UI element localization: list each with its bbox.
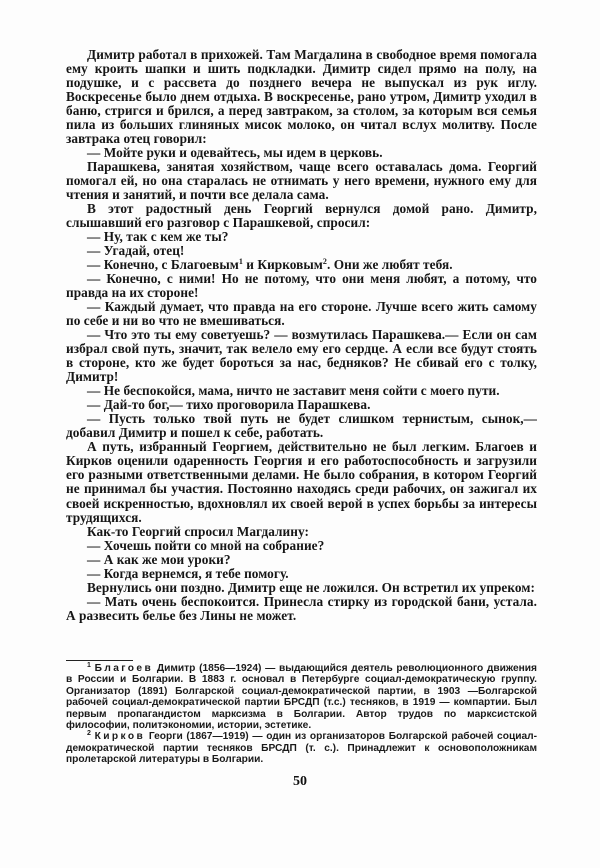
footnote-name: Благоев [94,663,154,674]
paragraph: В этот радостный день Георгий вернулся домой рано. Димитр, слышавший его разговор с Парашкевой, спросил: [66,201,537,231]
paragraph: — Конечно, с ними! Но не потому, что они меня любят, а потому, что правда на их стороне! [66,271,537,301]
text-segment: — Конечно, с Благоевым [87,257,239,273]
text-segment: и Кирковым [242,257,323,273]
footnotes [66,663,537,766]
footnote-ref-1[interactable]: 1 [238,257,243,267]
footnote-name: Кирков [94,731,146,743]
paragraph: — А как же мои уроки? [87,551,231,567]
footnote-marker: 1 [87,662,91,669]
footnote-text: Георги (1867—1919) — один из организаторов Болгарской рабочей социал-демократической партии тесняков БРСДП (т. с.). Принадлежит к основоположникам пролетарской литературы в Болгарии. [66,731,537,766]
paragraph: — Каждый думает, что правда на его стороне. Лучше всего жить самому по себе и ни во что не вмешиваться. [66,299,537,329]
paragraph: — Хочешь пойти со мной на собрание? [87,537,325,553]
paragraph: Вернулись они поздно. Димитр еще не ложился. Он встретил их упреком: [87,579,535,595]
paragraph: Димитр работал в прихожей. Там Магдалина в свободное время помогала ему кроить шапки и шить подкладки. Димитр сидел прямо на полу, на подушке, и с рассвета до позднего вечера не выпускал из рук иглу. Воскресенье было днем отдыха. В воскресенье, рано утром, Димитр уходил в баню, стригся и брился, а перед завтраком, за столом, за которым вся семья пила из больших глиняных мисок молоко, он читал вслух молитву. После завтрака отец говорил: [66,47,537,147]
paragraph: — Дай-то бог,— тихо проговорила Парашкева. [87,397,371,413]
paragraph: — Не беспокойся, мама, ничто не заставит меня сойти с моего пути. [87,383,500,399]
paragraph: — Что это ты ему советуешь? — возмутилась Парашкева.— Если он сам избрал свой путь, значит, так велело ему его сердце. А если все будут стоять в стороне, кто же будет бороться за нас, бедняков? Не сбивай его с толку, Димитр! [66,327,537,385]
footnote-2 [66,731,537,765]
paragraph: Парашкева, занятая хозяйством, чаще всего оставалась дома. Георгий помогал ей, но она старалась не отнимать у него времени, нужного ему для чтения и занятий, и почти все делала сама. [66,159,537,203]
paragraph: — Пусть только твой путь не будет слишком тернистым, сынок,— добавил Димитр и пошел к себе, работать. [66,411,537,441]
paragraph: — Мойте руки и одевайтесь, мы идем в церковь. [87,145,383,161]
paragraph: — Когда вернемся, я тебе помогу. [87,565,289,581]
text-segment: . Они же любят тебя. [326,257,453,273]
footnote-divider [66,660,133,661]
paragraph-with-footnote-refs [66,258,537,272]
footnote-1 [66,663,537,731]
footnote-ref-2[interactable]: 2 [322,257,327,267]
paragraph: — Ну, так с кем же ты? [87,229,229,245]
paragraph: А путь, избранный Георгием, действительно не был легким. Благоев и Кирков оценили одаренность Георгия и его работоспособность и загрузили его разными ответственными делами. Не было собрания, в котором Георгий не принимал бы участия. Постоянно находясь среди рабочих, он зажигал их своей искренностью, вдохновлял их своей верой в успех борьбы за интересы трудящихся. [66,439,537,525]
body-text [66,48,537,623]
paragraph: Как-то Георгий спросил Магдалину: [87,523,309,539]
paragraph: — Угадай, отец! [87,243,185,259]
footnote-text: Димитр (1856—1924) — выдающийся деятель революционного движения в России и Болгарии. В 1883 г. основал в Петербурге социал-демократическую группу. Организатор (1891) Болгарской социал-демократической партии, в 1903 —Болгарской рабочей социал-демократической партии БРСДП (т.с.) тесняков, в 1919 — компартии. Был первым пропагандистом марксизма в Болгарии. Автор трудов по марксистской философии, политэкономии, истории, эстетике. [66,663,537,732]
footnote-marker: 2 [87,730,91,738]
page-number: 50 [293,774,307,789]
paragraph: — Мать очень беспокоится. Принесла стирку из городской бани, устала. А развесить белье без Лины не может. [66,593,537,623]
